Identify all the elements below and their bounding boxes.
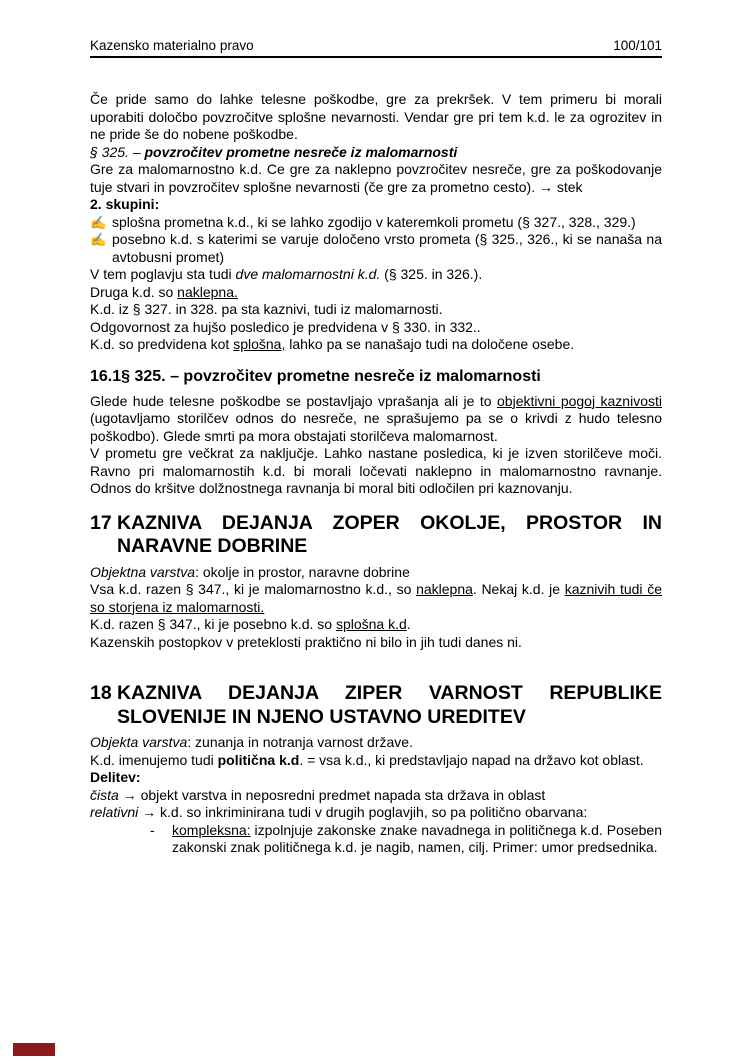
header-page-number: 100/101 <box>613 38 662 53</box>
bullet-item-posebno <box>90 231 662 266</box>
line-kd-razen: K.d. razen § 347., ki je posebno k.d. so splošna k.d. <box>90 616 411 632</box>
heading-title: KAZNIVA DEJANJA ZOPER OKOLJE, PROSTOR IN NARAVNE DOBRINE <box>117 511 662 557</box>
line-splosna: K.d. so predvidena kot splošna, lahko pa se nanašajo tudi na določene osebe. <box>90 336 575 352</box>
paragraph-prekrsek: Če pride samo do lahke telesne poškodbe, gre za prekršek. V tem primeru bi morali uporabiti določbo povzročitve splošne nevarnosti. Vendar gre pri tem k.d. le za ogrozitev in ne pride še do nobene poškodbe. <box>90 91 662 142</box>
heading-title: § 325. – povzročitev prometne nesreče iz malomarnosti <box>121 367 541 385</box>
heading-17 <box>90 512 662 559</box>
paragraph-hude-poskodbe: Glede hude telesne poškodbe se postavljajo vprašanja ali je to objektivni pogoj kaznivosti (ugotavljamo storilčev odnos do nesreče, ne sprašujemo pa se o krivdi z hudo telesno poškodbo). Glede smrti pa mora obstajati storilčeva malomarnost. <box>90 392 662 444</box>
corner-mark <box>13 1043 55 1056</box>
line-naklepna: Druga k.d. so naklepna. <box>90 283 238 300</box>
heading-18 <box>90 682 662 729</box>
line-objekta-varstva: Objekta varstva: zunanja in notranja varnost države. <box>90 734 413 750</box>
bullet-item-splosna <box>90 214 662 232</box>
header-title: Kazensko materialno pravo <box>90 38 254 53</box>
line-kaznivi: K.d. iz § 327. in 328. pa sta kaznivi, tudi iz malomarnosti. <box>90 301 443 317</box>
line-kazenski-postopki: Kazenskih postopkov v preteklosti praktično ni bilo in jih tudi danes ni. <box>90 633 522 650</box>
page-content <box>90 38 662 857</box>
line-objektna-varstva: Objektna varstva: okolje in prostor, naravne dobrine <box>90 563 410 580</box>
writing-hand-icon: ✍ <box>90 214 107 230</box>
bullet-text: splošna prometna k.d., ki se lahko zgodijo v kateremkoli prometu (§ 327., 328., 329.) <box>112 213 636 230</box>
line-delitev: Delitev: <box>90 769 141 785</box>
heading-title: KAZNIVA DEJANJA ZIPER VARNOST REPUBLIKE SLOVENIJE IN NJENO USTAVNO UREDITEV <box>117 682 662 728</box>
bullet-text: posebno k.d. s katerimi se varuje določeno vrsto prometa (§ 325., 326., ki se nanaša na avtobusni promet) <box>112 231 662 265</box>
document-body <box>90 91 662 857</box>
dash-item-kompleksna <box>150 822 662 857</box>
page-header <box>90 38 662 58</box>
heading-number: 17 <box>90 511 112 534</box>
dash-text: kompleksna: izpolnjuje zakonske znake navadnega in političnega k.d. Poseben zakonski znak političnega k.d. je nagib, namen, cilj. Primer: umor predsednika. <box>172 821 662 855</box>
line-paragraph-325: § 325. – povzročitev prometne nesreče iz malomarnosti <box>90 143 458 160</box>
heading-number: 16.1 <box>90 367 122 385</box>
heading-number: 18 <box>90 682 112 704</box>
paragraph-nakljucje: V prometu gre večkrat za naključje. Lahko nastane posledica, ki je izven storilčeve moči. Ravno pri malomarnostih k.d. bi morali ločevati naklepno in malomarnostno ravnanje. Odnos do kršitve dolžnostnega ravnanja bi moral biti odločilen pri kaznovanju. <box>90 445 662 496</box>
line-poglavje: V tem poglavju sta tudi dve malomarnostni k.d. (§ 325. in 326.). <box>90 266 483 282</box>
paragraph-politicna-kd: K.d. imenujemo tudi politična k.d. = vsa k.d., ki predstavljajo napad na državo kot oblast. <box>90 751 644 768</box>
line-skupini: 2. skupini: <box>90 196 160 212</box>
line-relativni: relativni → k.d. so inkriminirana tudi v drugih poglavjih, so pa politično obarvana: <box>90 804 588 820</box>
heading-16-1 <box>90 367 662 387</box>
paragraph-malomarnostno: Gre za malomarnostno k.d. Ce gre za naklepno povzročitev nesreče, gre za poškodovanje tuje stvari in povzročitev splošne nevarnosti (če gre za prometno cesto). → stek <box>90 161 662 195</box>
line-cista: čista → objekt varstva in neposredni predmet napada sta država in oblast <box>90 786 546 803</box>
line-odgovornost: Odgovornost za hujšo posledico je predvidena v § 330. in 332.. <box>90 318 481 335</box>
writing-hand-icon: ✍ <box>90 232 107 247</box>
dash-marker: - <box>150 821 155 838</box>
paragraph-vsa-kd: Vsa k.d. razen § 347., ki je malomarnostno k.d., so naklepna. Nekaj k.d. je kaznivih tudi če so storjena iz malomarnosti. <box>90 581 662 615</box>
